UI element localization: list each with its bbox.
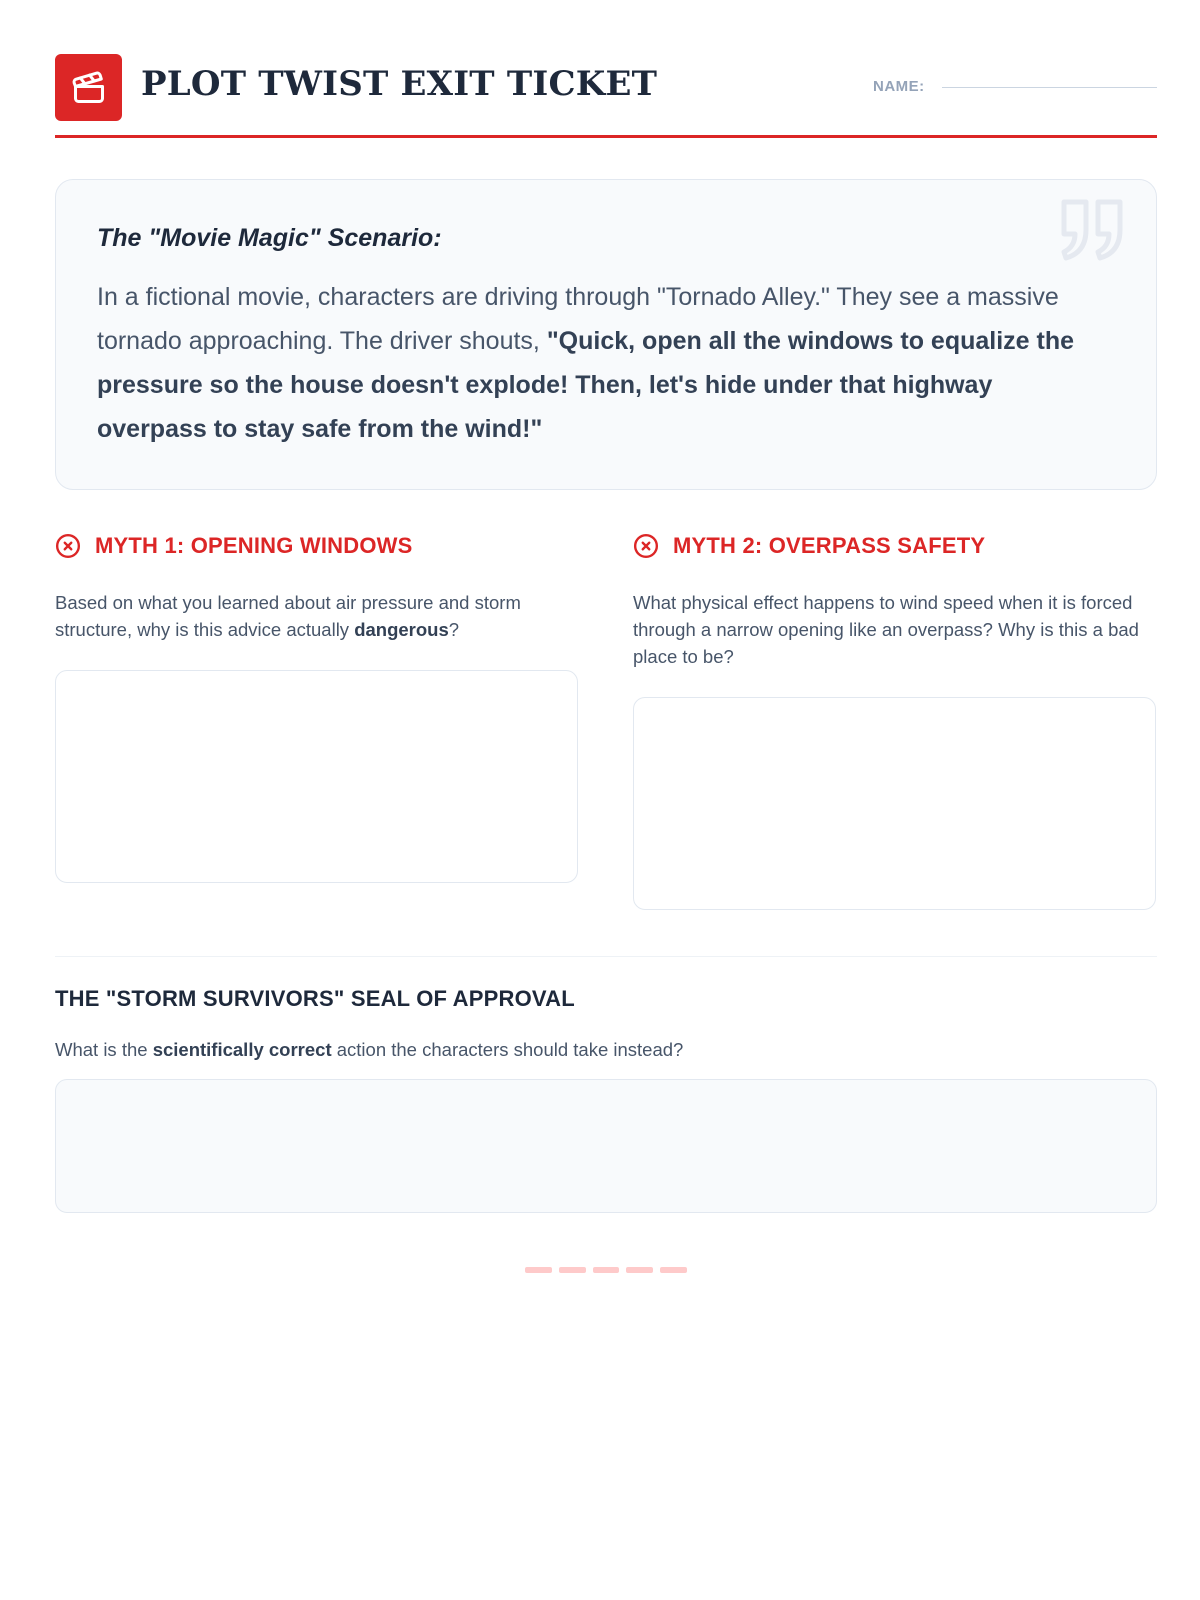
footer-dashes [525,1267,687,1275]
seal-question-end: action the characters should take instead? [336,1039,684,1060]
scenario-quote: "Quick, open all the windows to equalize the pressure so the house doesn't explode! Then, let's hide under that highway overpass to stay safe from the wind!" [97,327,1075,443]
x-circle-icon [633,533,659,559]
dash [525,1267,552,1273]
scenario-card [55,179,1157,490]
myth-2-answer-box[interactable] [633,697,1156,910]
myth-2-section [633,530,1156,910]
myth-1-section [55,530,578,883]
seal-title: THE "STORM SURVIVORS" SEAL OF APPROVAL [55,986,575,1011]
myth-1-question [55,589,578,643]
myth-1-question-emphasis: dangerous [354,619,449,640]
myth-2-title-row [633,530,1156,562]
logo-badge [55,54,122,121]
myth-1-question-end: ? [448,619,460,640]
myth-2-title: MYTH 2: OVERPASS SAFETY [673,533,986,558]
scenario-heading: The "Movie Magic" Scenario: [97,224,442,252]
dash [593,1267,620,1273]
exit-ticket-page [55,0,1157,1600]
page-title: PLOT TWIST EXIT TICKET [141,64,658,104]
dash [559,1267,586,1273]
seal-question-emphasis: scientifically correct [152,1039,332,1060]
dash [660,1267,687,1273]
myth-2-question: What physical effect happens to wind speed when it is forced through a narrow opening like an overpass? Why is this a bad place to be? [633,592,1139,667]
name-label: NAME: [873,78,925,95]
seal-answer-box[interactable] [55,1079,1157,1213]
myth-1-title: MYTH 1: OPENING WINDOWS [95,533,413,558]
quote-icon [1058,196,1126,267]
scenario-text-plain: In a fictional movie, characters are driving through "Tornado Alley." They see a massive tornado approaching. The driver shouts, [97,283,1059,355]
myth-1-answer-box[interactable] [55,670,578,883]
clapperboard-icon [71,70,107,106]
myth-1-title-row [55,530,578,562]
seal-question-text: What is the [55,1039,148,1060]
section-divider [55,956,1157,957]
dash [626,1267,653,1273]
name-field[interactable] [942,87,1157,88]
scenario-text [97,275,1107,451]
x-circle-icon [55,533,81,559]
seal-question [55,1039,683,1061]
header [55,54,1157,138]
myth-1-question-text: Based on what you learned about air pressure and storm structure, why is this advice actually [55,592,521,640]
